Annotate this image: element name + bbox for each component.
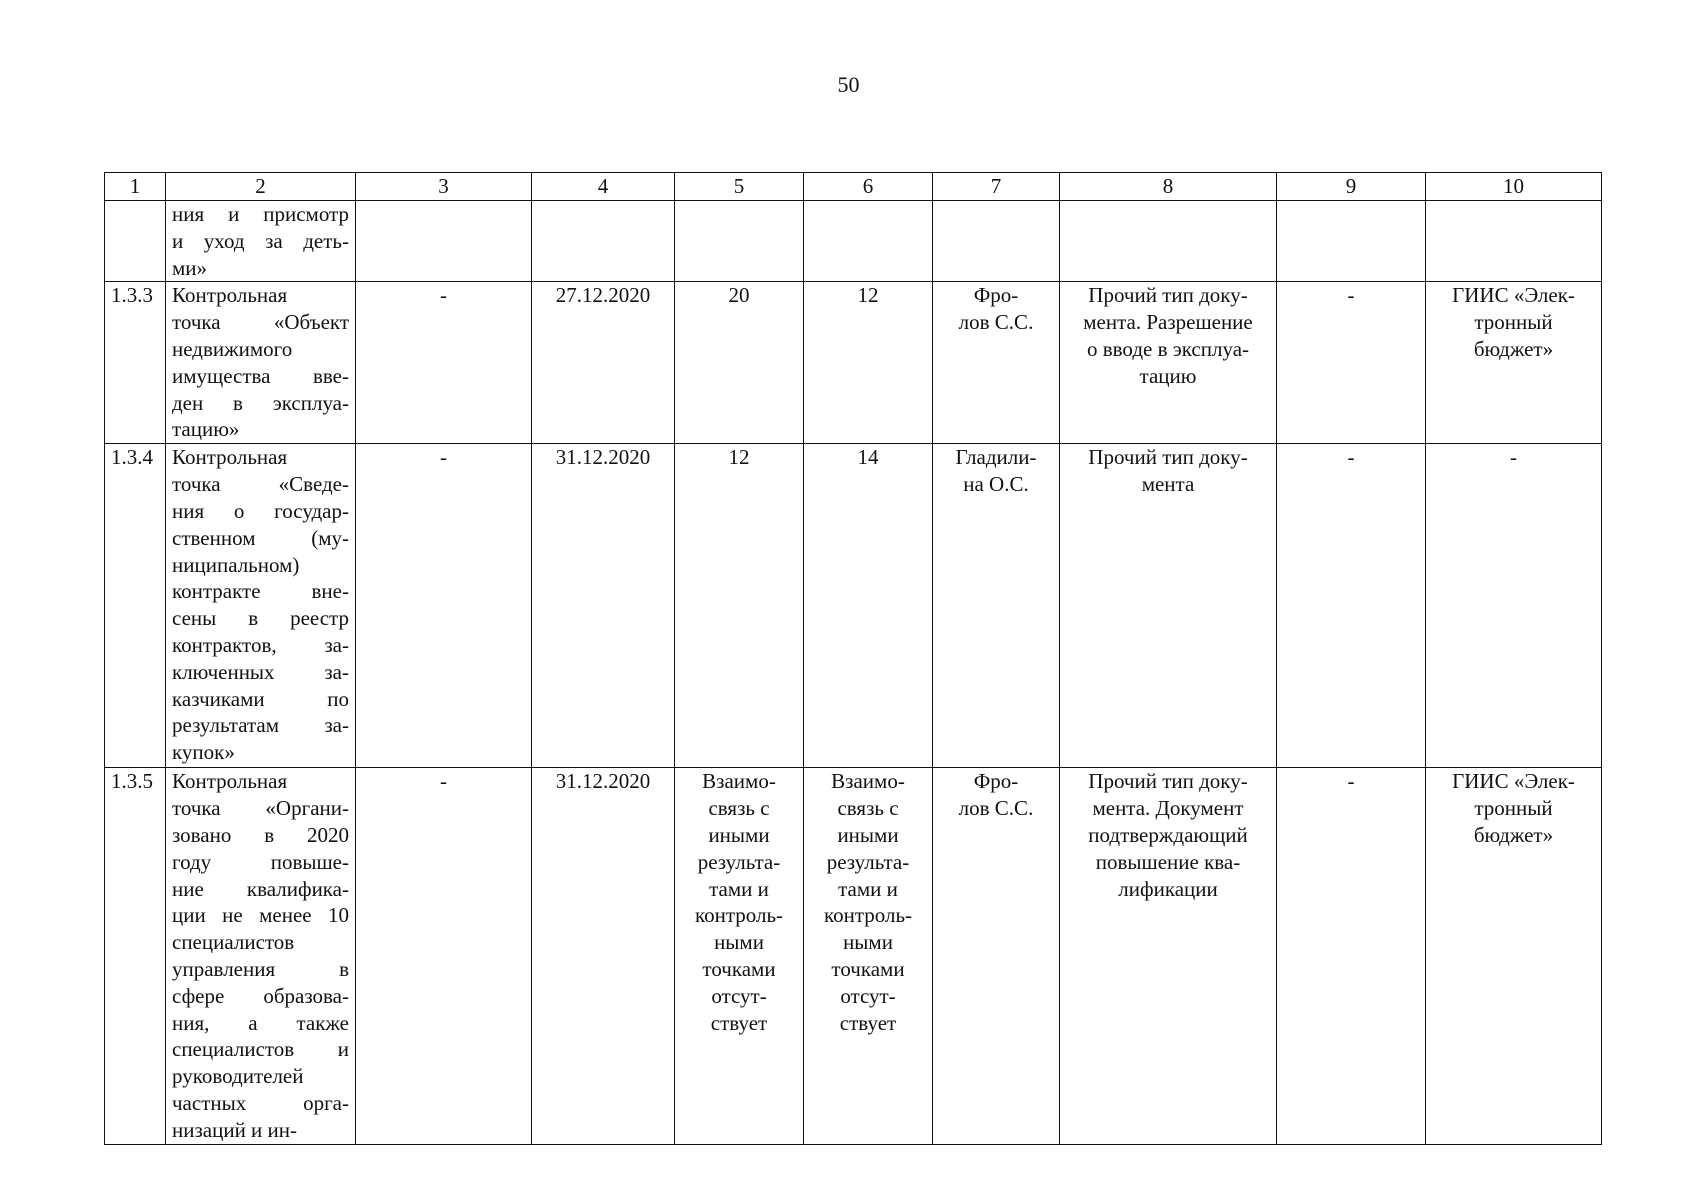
cell-information-system — [1426, 201, 1602, 282]
cell-text-line: тацию» — [172, 417, 240, 442]
cell-item-number: 1.3.4 — [105, 444, 166, 768]
cell-text-line: Фро- — [973, 283, 1019, 308]
cell-text-line: Контрольная — [172, 283, 288, 308]
cell-responsible — [933, 768, 1060, 1144]
cell-text-line: зовано в 2020 — [172, 822, 349, 847]
cell-text-line: точками — [702, 956, 776, 981]
cell-text-line: контрактов, за- — [172, 632, 349, 657]
cell-text-line: бюджет» — [1473, 822, 1554, 847]
cell-text-line: контроль- — [694, 903, 784, 928]
cell-information-system — [1426, 282, 1602, 444]
cell-text-line: ГИИС «Элек- — [1452, 283, 1575, 308]
cell-text-line: Фро- — [973, 769, 1019, 794]
cell-text-line: связь с — [708, 796, 770, 821]
cell-col-5 — [675, 444, 804, 768]
cell-text-line: лификации — [1118, 876, 1218, 901]
cell-document-type — [1060, 768, 1277, 1144]
cell-responsible — [933, 444, 1060, 768]
cell-col-9: - — [1277, 768, 1426, 1144]
cell-text-line: Контрольная — [172, 769, 288, 794]
cell-text-line: ными — [714, 930, 764, 955]
cell-text-line: мента — [1141, 472, 1195, 497]
cell-text-line: результатам за- — [172, 713, 349, 738]
cell-control-point-name — [166, 444, 356, 768]
cell-item-number: 1.3.5 — [105, 768, 166, 1144]
cell-text-line: лов С.С. — [958, 796, 1034, 821]
column-header: 9 — [1277, 173, 1426, 201]
cell-text-line: сфере образова- — [172, 983, 349, 1008]
cell-text-line: низаций и ин- — [172, 1117, 298, 1142]
cell-col-5 — [675, 282, 804, 444]
cell-text-line: Гладили- — [955, 445, 1037, 470]
column-header: 3 — [356, 173, 532, 201]
cell-text-line: ния и присмотр — [172, 202, 349, 226]
cell-text-line: ствует — [839, 1010, 897, 1035]
cell-text-line: мента. Разрешение — [1083, 310, 1253, 335]
cell-date: 31.12.2020 — [532, 768, 675, 1144]
cell-document-type — [1060, 444, 1277, 768]
column-header: 2 — [166, 173, 356, 201]
column-header: 7 — [933, 173, 1060, 201]
cell-col-6 — [804, 282, 933, 444]
column-header: 1 — [105, 173, 166, 201]
cell-date — [532, 201, 675, 282]
cell-text-line: ния о государ- — [172, 498, 349, 523]
cell-text-line: ными — [843, 930, 893, 955]
cell-text-line: ключенных за- — [172, 659, 349, 684]
cell-text-line: ния, а также — [172, 1010, 349, 1035]
cell-text-line: 12 — [728, 445, 750, 470]
cell-text-line: казчиками по — [172, 686, 349, 711]
cell-text-line: и уход за деть- — [172, 228, 349, 253]
cell-col-6 — [804, 768, 933, 1144]
column-header: 10 — [1426, 173, 1602, 201]
cell-text-line: иными — [708, 822, 770, 847]
cell-col-3 — [356, 201, 532, 282]
cell-text-line: ГИИС «Элек- — [1452, 769, 1575, 794]
header-row — [105, 173, 1602, 201]
cell-text-line: сены в реестр — [172, 606, 349, 631]
cell-text-line: Прочий тип доку- — [1088, 283, 1248, 308]
cell-item-number: 1.3.3 — [105, 282, 166, 444]
cell-responsible — [933, 201, 1060, 282]
cell-text-line: тами и — [709, 876, 769, 901]
page-number: 50 — [837, 72, 860, 97]
cell-col-9 — [1277, 201, 1426, 282]
column-header: 8 — [1060, 173, 1277, 201]
cell-control-point-name — [166, 282, 356, 444]
cell-text-line: 12 — [857, 283, 879, 308]
cell-text-line: ции не менее 10 — [172, 903, 349, 928]
cell-text-line: имущества вве- — [172, 363, 349, 388]
cell-text-line: 14 — [857, 445, 879, 470]
cell-text-line: результа- — [826, 849, 910, 874]
cell-responsible — [933, 282, 1060, 444]
cell-item-number — [105, 201, 166, 282]
table-row — [105, 768, 1602, 1144]
cell-text-line: бюджет» — [1473, 336, 1554, 361]
cell-text-line: связь с — [837, 796, 899, 821]
cell-text-line: ственном (му- — [172, 525, 349, 550]
cell-text-line: контроль- — [823, 903, 913, 928]
cell-control-point-name — [166, 768, 356, 1144]
cell-text-line: руководителей — [172, 1064, 304, 1089]
cell-text-line: мента. Документ — [1092, 796, 1244, 821]
cell-text-line: 20 — [728, 283, 750, 308]
cell-col-5 — [675, 768, 804, 1144]
cell-col-3: - — [356, 282, 532, 444]
cell-text-line: отсут- — [840, 983, 896, 1008]
cell-text-line: Прочий тип доку- — [1088, 445, 1248, 470]
cell-text-line: тами и — [838, 876, 898, 901]
cell-date: 27.12.2020 — [532, 282, 675, 444]
control-points-table — [104, 172, 1602, 1145]
cell-col-9: - — [1277, 282, 1426, 444]
cell-text-line: точка «Объект — [172, 310, 349, 335]
cell-document-type — [1060, 201, 1277, 282]
cell-text-line: подтверждающий — [1088, 822, 1248, 847]
cell-text-line: повышение ква- — [1095, 849, 1241, 874]
cell-text-line: ден в эксплуа- — [172, 390, 349, 415]
cell-document-type — [1060, 282, 1277, 444]
cell-text-line: частных орга- — [172, 1090, 349, 1115]
cell-text-line: Прочий тип доку- — [1088, 769, 1248, 794]
cell-text-line: на О.С. — [963, 472, 1029, 497]
table-row — [105, 201, 1602, 282]
table-row — [105, 282, 1602, 444]
cell-text-line: точками — [831, 956, 905, 981]
table-row — [105, 444, 1602, 768]
cell-col-3: - — [356, 768, 532, 1144]
cell-text-line: ниципальном) — [172, 552, 300, 577]
cell-text-line: ми» — [172, 255, 208, 280]
cell-text-line: ние квалифика- — [172, 876, 349, 901]
cell-col-3: - — [356, 444, 532, 768]
cell-col-5 — [675, 201, 804, 282]
cell-text-line: году повыше- — [172, 849, 349, 874]
cell-control-point-name — [166, 201, 356, 282]
cell-text-line: специалистов и — [172, 1037, 349, 1062]
column-header: 4 — [532, 173, 675, 201]
cell-text-line: - — [1510, 445, 1517, 470]
cell-col-6 — [804, 201, 933, 282]
cell-text-line: тронный — [1474, 310, 1553, 335]
column-header: 6 — [804, 173, 933, 201]
cell-text-line: точка «Органи- — [172, 796, 349, 821]
cell-text-line: специалистов — [172, 930, 295, 955]
cell-text-line: Взаимо- — [831, 769, 905, 794]
cell-text-line: точка «Сведе- — [172, 472, 349, 497]
cell-text-line: управления в — [172, 956, 349, 981]
cell-text-line: контракте вне- — [172, 579, 349, 604]
cell-information-system — [1426, 444, 1602, 768]
cell-information-system — [1426, 768, 1602, 1144]
cell-text-line: отсут- — [711, 983, 767, 1008]
cell-col-9: - — [1277, 444, 1426, 768]
cell-date: 31.12.2020 — [532, 444, 675, 768]
cell-text-line: тронный — [1474, 796, 1553, 821]
cell-text-line: лов С.С. — [958, 310, 1034, 335]
cell-text-line: купок» — [172, 740, 235, 765]
cell-text-line: Взаимо- — [702, 769, 776, 794]
cell-text-line: ствует — [710, 1010, 768, 1035]
cell-text-line: недвижимого — [172, 336, 293, 361]
cell-text-line: о вводе в эксплуа- — [1086, 336, 1250, 361]
column-header: 5 — [675, 173, 804, 201]
cell-col-6 — [804, 444, 933, 768]
cell-text-line: иными — [837, 822, 899, 847]
cell-text-line: тацию — [1139, 363, 1197, 388]
cell-text-line: результа- — [697, 849, 781, 874]
cell-text-line: Контрольная — [172, 445, 288, 470]
